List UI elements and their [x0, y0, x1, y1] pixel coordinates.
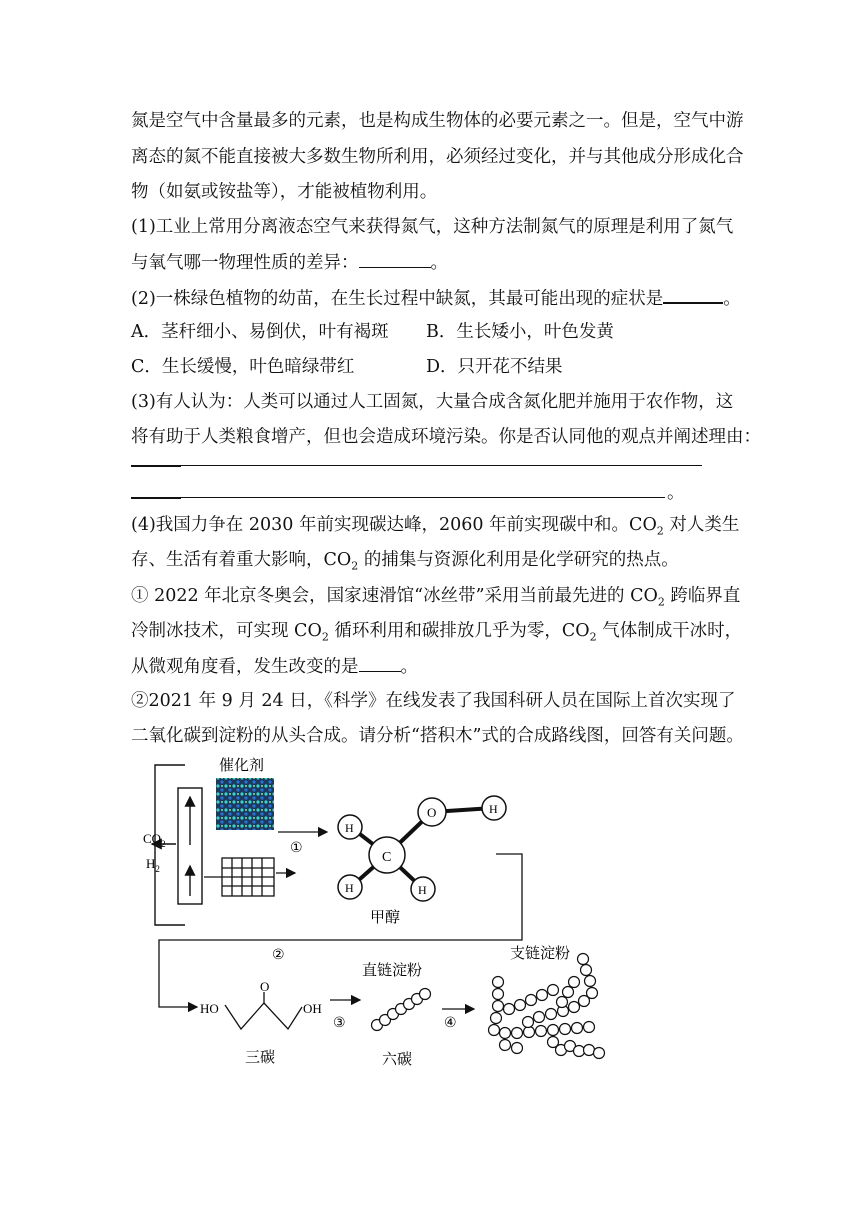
q4-part1-l2-text-c: 气体制成干冰时， [596, 621, 743, 641]
q2-option-c: C．生长缓慢，叶色暗绿带红 [131, 357, 355, 377]
catalyst-label: 催化剂 [219, 756, 265, 774]
q2-option-d: D．只开花不结果 [426, 357, 563, 377]
q2-stem-end: 。 [723, 289, 741, 309]
three-carbon-skeleton [225, 1003, 302, 1029]
ho-label: HO [200, 1001, 219, 1016]
step-3-label: ③ [333, 1015, 346, 1031]
q4-part1-l3-end: 。 [400, 657, 418, 677]
atom-o: O [427, 805, 437, 820]
oh-label: OH [303, 1001, 322, 1016]
amylopectin-label: 支链淀粉 [510, 944, 571, 962]
q3-line-1: (3)有人认为：人类可以通过人工固氮，大量合成含氮化肥并施用于农作物，这 [131, 392, 734, 412]
co2-sub: 2 [161, 839, 166, 849]
co2-text: CO [143, 831, 162, 846]
q4-part1-l2-text: 冷制冰技术，可实现 CO [131, 621, 322, 641]
q4-part1-l2-text-b: 循环利用和碳排放几乎为零，CO [328, 621, 590, 641]
q4-line-1-text-b: 对人类生 [663, 515, 740, 535]
three-carbon-label: 三碳 [245, 1048, 276, 1066]
q4-part1-l3-text: 从微观角度看，发生改变的是 [131, 657, 359, 677]
h2-sub: 2 [155, 864, 160, 874]
amylose-chain [372, 989, 431, 1031]
step-1-label: ① [290, 840, 303, 856]
atom-c: C [382, 850, 392, 865]
h2-text: H [146, 856, 156, 871]
q4-part1-l2-sub: 2 [321, 630, 329, 644]
amylose-label: 直链淀粉 [362, 961, 423, 979]
q4-line-1-sub: 2 [656, 524, 664, 538]
carbonyl-o: O [260, 979, 270, 994]
atom-h-3: H [418, 883, 427, 897]
intro-line-3: 物（如氨或铵盐等），才能被植物利用。 [131, 182, 438, 202]
q4-part1-l2-sub-2: 2 [589, 630, 597, 644]
q3-line-2: 将有助于人类粮食增产，但也会造成环境污染。你是否认同他的观点并阐述理由： [131, 427, 761, 447]
q4-part2-line-2: 二氧化碳到淀粉的从头合成。请分析“搭积木”式的合成路线图，回答有关问题。 [131, 726, 744, 746]
heat-exchanger-icon [204, 858, 274, 896]
six-carbon-label: 六碳 [382, 1050, 413, 1068]
q1-end: 。 [430, 253, 448, 273]
q1-line-1: (1)工业上常用分离液态空气来获得氮气，这种方法制氮气的原理是利用了氮气 [131, 217, 734, 237]
co2-label [143, 831, 166, 849]
intro-line-2: 离态的氮不能直接被大多数生物所利用，必须经过变化，并与其他成分形成化合 [131, 147, 744, 167]
q4-part1-text: ① 2022 年北京冬奥会，国家速滑馆“冰丝带”采用当前最先进的 CO [131, 586, 658, 606]
atom-h-2: H [345, 881, 354, 895]
q4-part1-text-b: 跨临界直 [664, 586, 741, 606]
q4-part2-line-1: ②2021 年 9 月 24 日，《科学》在线发表了我国科研人员在国际上首次实现了 [131, 691, 736, 711]
q4-part1-sub: 2 [657, 595, 665, 609]
q2-stem-text: (2)一株绿色植物的幼苗，在生长过程中缺氮，其最可能出现的症状是 [131, 289, 664, 309]
q2-option-b: B．生长矮小，叶色发黄 [426, 322, 614, 342]
q4-line-1-text: (4)我国力争在 2030 年前实现碳达峰，2060 年前实现碳中和。CO [131, 515, 657, 535]
q4-line-2-sub: 2 [351, 559, 359, 573]
atom-h-1: H [345, 821, 354, 835]
q3-end: 。 [667, 483, 685, 503]
atom-h-4: H [489, 802, 498, 816]
q4-line-2-text-b: 的捕集与资源化利用是化学研究的热点。 [358, 550, 679, 570]
q2-option-a: A．茎秆细小、易倒伏，叶有褐斑 [131, 322, 389, 342]
step-4-label: ④ [444, 1015, 457, 1031]
q1-text: 与氧气哪一物理性质的差异： [131, 253, 359, 273]
q4-line-2-text: 存、生活有着重大影响，CO [131, 550, 352, 570]
h2-label [146, 856, 160, 874]
methanol-label: 甲醇 [370, 908, 401, 926]
intro-line-1: 氮是空气中含量最多的元素，也是构成生物体的必要元素之一。但是，空气中游 [131, 111, 744, 131]
amylopectin-branches [489, 954, 605, 1059]
step-2-label: ② [272, 947, 285, 963]
catalyst-image [216, 778, 274, 830]
